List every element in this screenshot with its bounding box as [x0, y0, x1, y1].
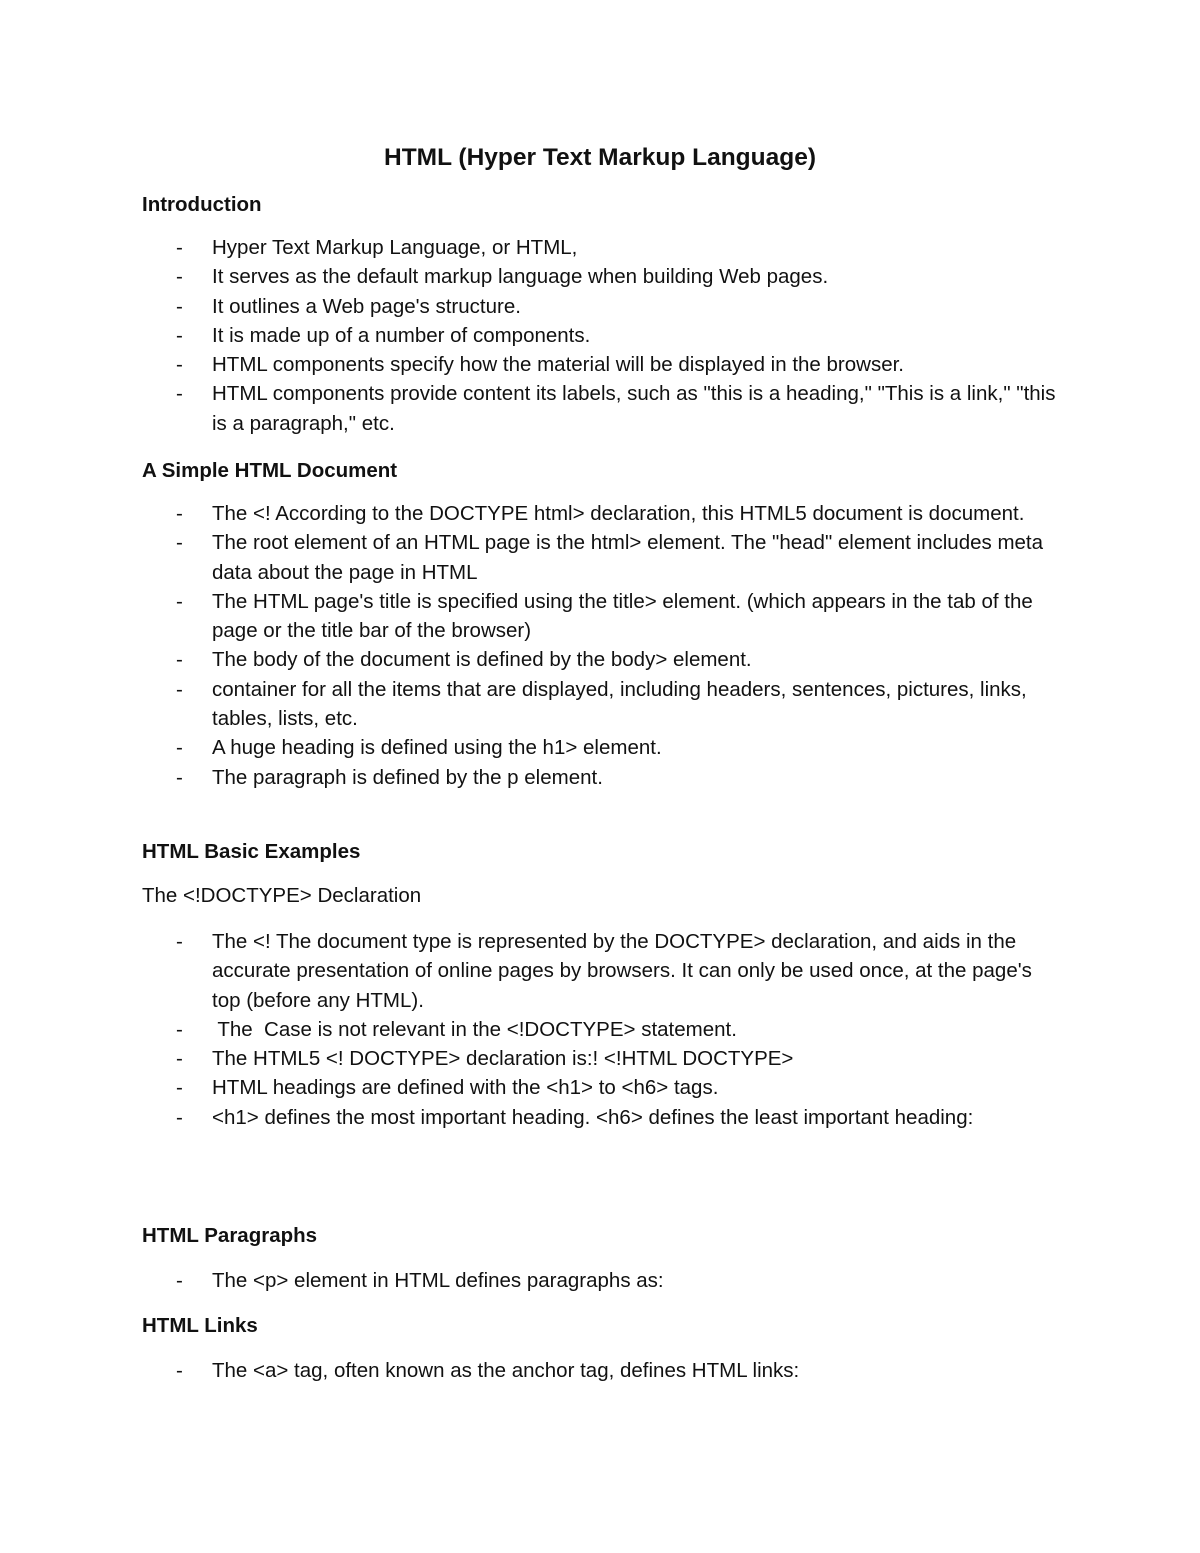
list-item [142, 1103, 1062, 1132]
list-item-text: The <p> element in HTML defines paragraphs as: [212, 1269, 664, 1292]
list-item-text: The HTML5 <! DOCTYPE> declaration is:! <!HTML DOCTYPE> [212, 1047, 794, 1071]
list-item-text: The HTML page's title is specified using the title> element. (which appears in the tab of the page or the title bar of the browser) [212, 589, 1033, 643]
section-paragraphs [142, 1222, 1062, 1295]
introduction-list [142, 233, 1062, 438]
dash-bullet: - [176, 265, 183, 289]
doctype-declaration-subheading: The <!DOCTYPE> Declaration [142, 884, 422, 907]
list-item-text: The root element of an HTML page is the html> element. The "head" element includes meta data about the page in HTML [212, 531, 1044, 584]
links-list [142, 1356, 1062, 1385]
list-item-text: HTML components provide content its labels, such as "this is a heading," "This is a link," "this is a paragraph," etc. [212, 382, 1056, 435]
list-item-text: The <! According to the DOCTYPE html> declaration, this HTML5 document is document. [212, 502, 1025, 525]
list-item [142, 1073, 1062, 1102]
section-introduction [142, 191, 1062, 438]
list-item [142, 763, 1062, 792]
list-item [142, 587, 1062, 646]
list-item-text: The paragraph is defined by the p element. [212, 765, 603, 789]
dash-bullet: - [176, 1076, 183, 1100]
list-item [142, 733, 1062, 762]
list-item-text: It is made up of a number of components. [212, 323, 591, 347]
dash-bullet: - [176, 648, 183, 672]
list-item [142, 1015, 1062, 1044]
simple-html-document-list [142, 499, 1062, 792]
dash-bullet: - [176, 677, 183, 701]
list-item [142, 1044, 1062, 1073]
dash-bullet: - [176, 294, 183, 318]
list-item-text: container for all the items that are displayed, including headers, sentences, pictures, links, tables, lists, etc. [212, 677, 1027, 731]
list-item [142, 499, 1062, 528]
dash-bullet: - [176, 1105, 183, 1129]
list-item [142, 645, 1062, 674]
list-item [142, 233, 1062, 262]
list-item-text: The body of the document is defined by the body> element. [212, 648, 752, 672]
dash-bullet: - [176, 765, 183, 789]
dash-bullet: - [176, 353, 183, 377]
list-item [142, 292, 1062, 321]
list-item [142, 379, 1062, 438]
section-heading-introduction: Introduction [142, 193, 262, 216]
dash-bullet: - [176, 323, 183, 347]
section-simple-html-document [142, 457, 1062, 792]
dash-bullet: - [176, 236, 183, 259]
dash-bullet: - [176, 736, 183, 760]
paragraphs-list [142, 1266, 1062, 1295]
dash-bullet: - [176, 1047, 183, 1071]
list-item-text: The <! The document type is represented by the DOCTYPE> declaration, and aids in the accurate presentation of online pages by browsers. It can only be used once, at the page's top (before any HTML). [212, 930, 1032, 1012]
list-item-text: Hyper Text Markup Language, or HTML, [212, 236, 578, 259]
section-links [142, 1312, 1062, 1385]
list-item [142, 350, 1062, 379]
list-item [142, 321, 1062, 350]
list-item-text: The <a> tag, often known as the anchor tag, defines HTML links: [212, 1359, 800, 1382]
dash-bullet: - [176, 531, 183, 555]
dash-bullet: - [176, 930, 183, 953]
list-item [142, 528, 1062, 587]
list-item-text: A huge heading is defined using the h1> element. [212, 736, 662, 760]
list-item-text: HTML headings are defined with the <h1> to <h6> tags. [212, 1076, 719, 1100]
list-item [142, 675, 1062, 734]
list-item [142, 927, 1062, 1015]
section-heading-links: HTML Links [142, 1314, 258, 1337]
section-heading-basic-examples: HTML Basic Examples [142, 840, 361, 863]
dash-bullet: - [176, 1359, 183, 1382]
list-item [142, 1266, 1062, 1295]
list-item [142, 1356, 1062, 1385]
dash-bullet: - [176, 1017, 183, 1041]
section-basic-examples [142, 838, 1062, 1132]
list-item-text: It serves as the default markup language when building Web pages. [212, 265, 829, 289]
section-heading-simple-html-document: A Simple HTML Document [142, 459, 398, 482]
basic-examples-list [142, 927, 1062, 1132]
section-heading-paragraphs: HTML Paragraphs [142, 1224, 318, 1247]
list-item-text: HTML components specify how the material will be displayed in the browser. [212, 353, 905, 377]
list-item [142, 262, 1062, 291]
dash-bullet: - [176, 1269, 183, 1292]
dash-bullet: - [176, 502, 183, 525]
list-item-text: The Case is not relevant in the <!DOCTYPE> statement. [212, 1017, 737, 1041]
dash-bullet: - [176, 589, 183, 613]
list-item-text: It outlines a Web page's structure. [212, 294, 521, 318]
document-title: HTML (Hyper Text Markup Language) [384, 144, 816, 171]
dash-bullet: - [176, 382, 183, 406]
list-item-text: <h1> defines the most important heading. <h6> defines the least important heading: [212, 1105, 974, 1129]
